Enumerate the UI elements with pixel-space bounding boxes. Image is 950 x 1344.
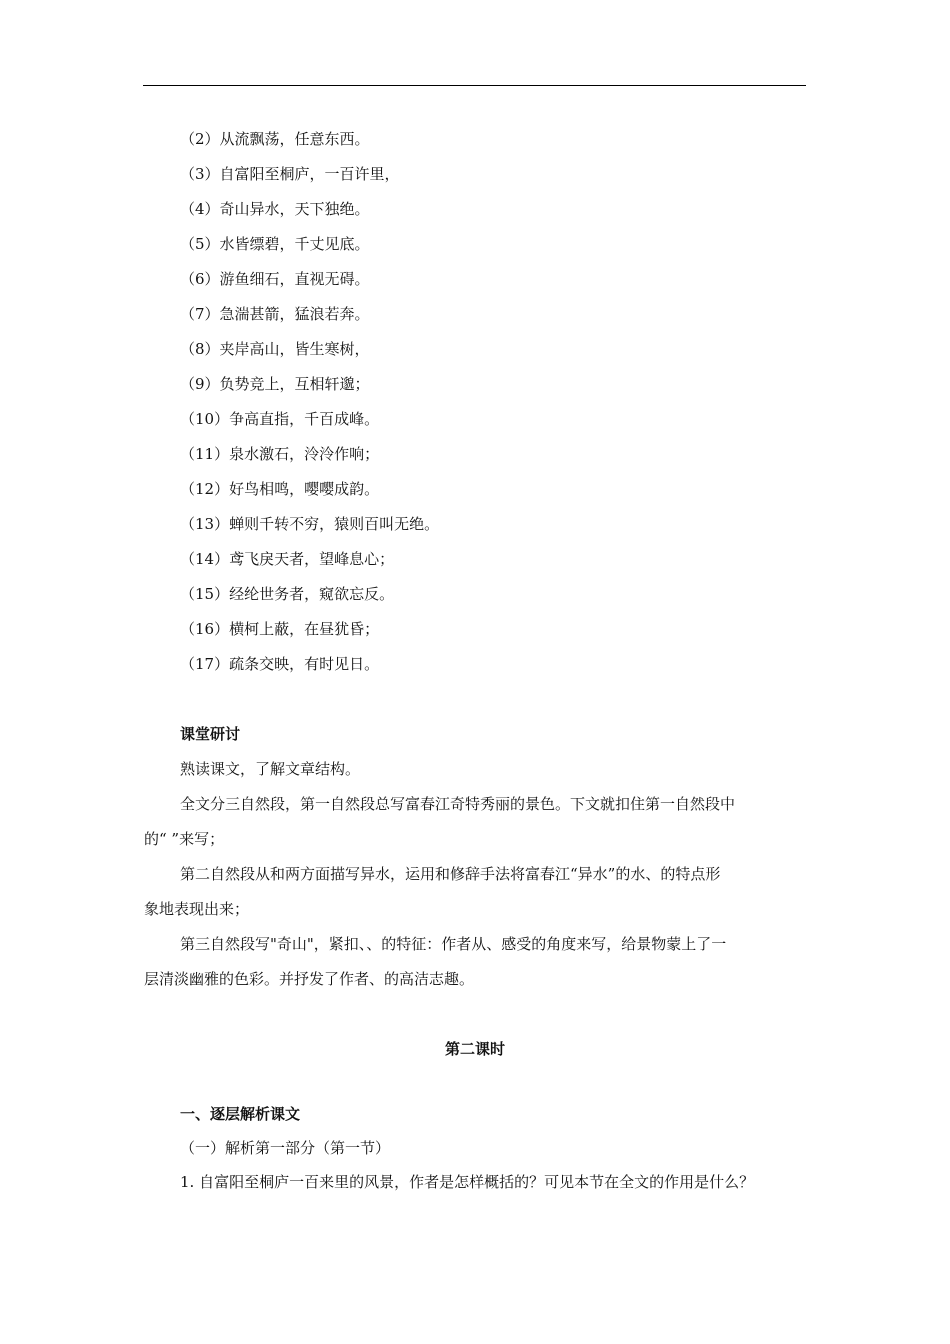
section-heading-1: 一、逐层解析课文 bbox=[180, 1105, 301, 1123]
list-item: （6）游鱼细石，直视无碍。 bbox=[180, 270, 370, 288]
list-item: （10）争高直指，千百成峰。 bbox=[180, 410, 380, 428]
section-heading-discussion: 课堂研讨 bbox=[180, 725, 241, 743]
paragraph-2-line-2: 的“ ”来写； bbox=[144, 830, 225, 848]
paragraph-2-line-1: 全文分三自然段，第一自然段总写富春江奇特秀丽的景色。下文就扣住第一自然段中 bbox=[180, 795, 736, 813]
paragraph-3-line-1: 第二自然段从和两方面描写异水，运用和修辞手法将富春江“异水”的水、的特点形 bbox=[180, 865, 721, 883]
list-item: （8）夹岸高山，皆生寒树， bbox=[180, 340, 370, 358]
paragraph-3-line-2: 象地表现出来； bbox=[144, 900, 250, 918]
list-item: （17）疏条交映，有时见日。 bbox=[180, 655, 380, 673]
lesson-2-title: 第二课时 bbox=[444, 1040, 505, 1058]
list-item: （16）横柯上蔽，在昼犹昏； bbox=[180, 620, 380, 638]
list-item: （7）急湍甚箭，猛浪若奔。 bbox=[180, 305, 370, 323]
paragraph-4-line-2: 层清淡幽雅的色彩。并抒发了作者、的高洁志趣。 bbox=[144, 970, 475, 988]
list-item: （14）鸢飞戾天者，望峰息心； bbox=[180, 550, 395, 568]
list-item: （11）泉水激石，泠泠作响； bbox=[180, 445, 380, 463]
discussion-line-1: 熟读课文，了解文章结构。 bbox=[180, 760, 361, 778]
paragraph-4-line-1: 第三自然段写"奇山"，紧扣、、的特征：作者从、感受的角度来写，给景物蒙上了一 bbox=[180, 935, 727, 953]
list-item: （4）奇山异水，天下独绝。 bbox=[180, 200, 370, 218]
list-item: （3）自富阳至桐庐，一百许里， bbox=[180, 165, 400, 183]
list-item: （13）蝉则千转不穷，猿则百叫无绝。 bbox=[180, 515, 440, 533]
header-rule bbox=[143, 85, 806, 86]
list-item: （15）经纶世务者，窥欲忘反。 bbox=[180, 585, 395, 603]
subsection-heading-1: （一）解析第一部分（第一节） bbox=[180, 1139, 391, 1157]
question-1: 1. 自富阳至桐庐一百来里的风景，作者是怎样概括的？可见本节在全文的作用是什么？ bbox=[180, 1173, 755, 1191]
list-item: （12）好鸟相鸣，嘤嘤成韵。 bbox=[180, 480, 380, 498]
list-item: （9）负势竞上，互相轩邈； bbox=[180, 375, 370, 393]
list-item: （2）从流飘荡，任意东西。 bbox=[180, 130, 370, 148]
list-item: （5）水皆缥碧，千丈见底。 bbox=[180, 235, 370, 253]
